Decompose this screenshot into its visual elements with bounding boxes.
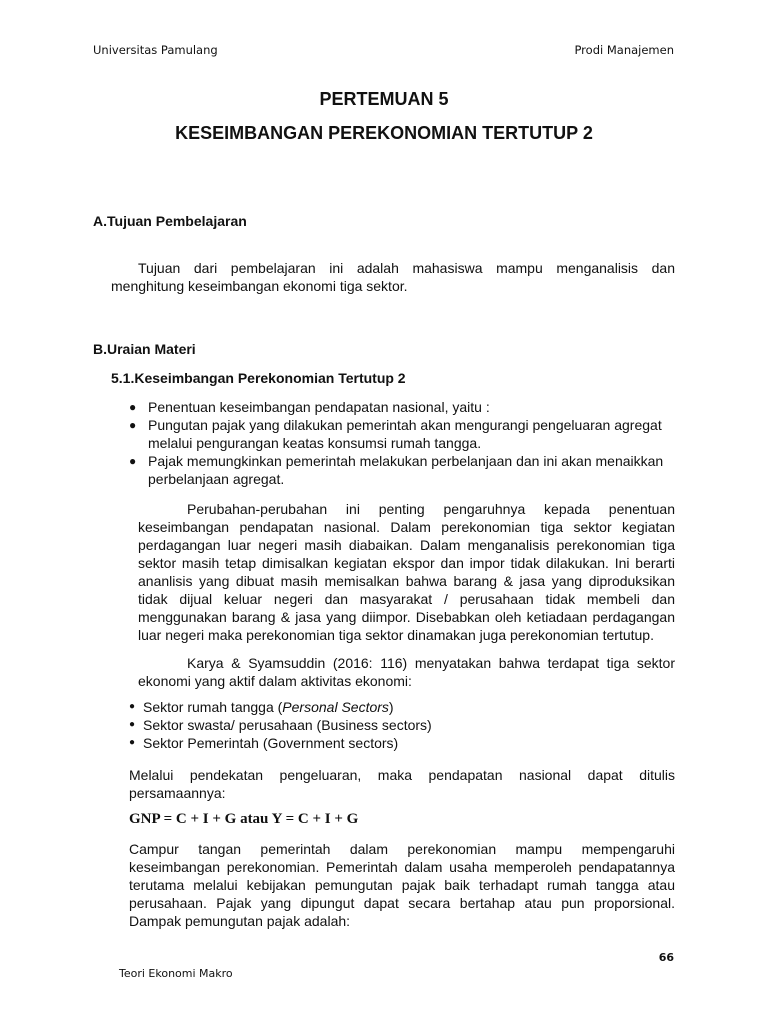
section-b-heading: B.Uraian Materi: [93, 341, 196, 357]
list-item: [129, 716, 675, 734]
header-university: Universitas Pamulang: [93, 43, 218, 57]
bullet-icon: ●: [129, 701, 136, 712]
paragraph-2: [138, 654, 675, 690]
text-line: Penentuan keseimbangan pendapatan nasional, yaitu :: [148, 399, 490, 415]
text-line: Melalui pendekatan pengeluaran, maka pendapatan nasional dapat ditulis: [129, 767, 675, 783]
section-a-heading: A.Tujuan Pembelajaran: [93, 213, 247, 229]
paragraph-4: [129, 840, 675, 930]
text-line: Pungutan pajak yang dilakukan pemerintah akan mengurangi pengeluaran agregat: [148, 417, 662, 433]
text-line: melalui pengurangan keatas konsumsi rumah tangga.: [148, 435, 482, 451]
list-item: [129, 416, 675, 452]
text-line: perdagangan luar negeri masih diabaikan. Dalam menganalisis perekonomian tiga: [138, 537, 675, 553]
sector-close: ): [388, 699, 394, 715]
bullet-list-1: [129, 398, 675, 488]
gnp-formula: GNP = C + I + G atau Y = C + I + G: [129, 811, 359, 827]
bullet-icon: ●: [129, 737, 136, 748]
text-line: persamaannya:: [129, 785, 226, 801]
text-line: sektor masih tetap dimisalkan kegiatan ekspor dan impor tidak dilakukan. Ini berarti: [138, 555, 675, 571]
page-number: 66: [658, 951, 674, 964]
list-item: [129, 398, 675, 416]
text-line: tidak dijual keluar negeri dan masyarakat / perusahaan tidak membeli dan: [138, 591, 675, 607]
text-line: perbelanjaan agregat.: [148, 471, 285, 487]
paragraph-1: [138, 500, 675, 644]
text-line: keseimbangan pendapatan nasional. Dalam perekonomian tiga sektor kegiatan: [138, 519, 675, 535]
bullet-icon: ●: [129, 400, 137, 414]
sector-english-name: Personal Sectors: [282, 699, 389, 715]
list-item: [129, 734, 675, 752]
text-line: Pajak memungkinkan pemerintah melakukan perbelanjaan dan ini akan menaikkan: [148, 453, 664, 469]
list-item: [129, 452, 675, 488]
page-title: PERTEMUAN 5: [319, 89, 449, 109]
bullet-icon: ●: [129, 454, 137, 468]
text-line: ekonomi yang aktif dalam aktivitas ekonomi:: [138, 673, 412, 689]
sector-name: Sektor Pemerintah (Government sectors): [143, 735, 399, 751]
text-line: menghitung keseimbangan ekonomi tiga sektor.: [111, 278, 408, 294]
text-line: Karya & Syamsuddin (2016: 116) menyatakan bahwa terdapat tiga sektor: [187, 655, 675, 671]
bullet-icon: ●: [129, 719, 136, 730]
subsection-heading: 5.1.Keseimbangan Perekonomian Tertutup 2: [111, 370, 406, 386]
text-line: Tujuan dari pembelajaran ini adalah mahasiswa mampu menganalisis dan: [138, 260, 675, 276]
sector-name: Sektor swasta/ perusahaan (Business sectors): [143, 717, 432, 733]
paragraph-3: [129, 766, 675, 802]
page-subtitle: KESEIMBANGAN PEREKONOMIAN TERTUTUP 2: [175, 123, 593, 143]
text-line: luar negeri maka perekonomian tiga sektor dinamakan juga perekonomian tertutup.: [138, 627, 654, 643]
text-line: Perubahan-perubahan ini penting pengaruhnya kepada penentuan: [187, 501, 675, 517]
list-item: [129, 698, 675, 716]
text-line: keseimbangan perekonomian. Pemerintah dalam usaha memperoleh pendapatannya: [129, 859, 675, 875]
section-a-paragraph: [111, 259, 675, 295]
sector-name: Sektor rumah tangga (: [143, 699, 283, 715]
text-line: menggunakan barang & jasa yang diimpor. Disebabkan oleh ketiadaan perdagangan: [138, 609, 675, 625]
text-line: Dampak pemungutan pajak adalah:: [129, 913, 351, 929]
text-line: terutama melalui kebijakan pemungutan pajak baik terhadapt rumah tangga atau: [129, 877, 675, 893]
sector-list: [129, 698, 675, 752]
text-line: ananlisis yang dibuat masih memisalkan bahwa barang & jasa yang diproduksikan: [138, 573, 675, 589]
text-line: perusahaan. Pajak yang dipungut dapat secara bertahap atau pun proporsional.: [129, 895, 675, 911]
footer-book-title: Teori Ekonomi Makro: [119, 967, 233, 980]
header-program: Prodi Manajemen: [574, 43, 674, 57]
bullet-icon: ●: [129, 418, 137, 432]
text-line: Campur tangan pemerintah dalam perekonomian mampu mempengaruhi: [129, 841, 675, 857]
